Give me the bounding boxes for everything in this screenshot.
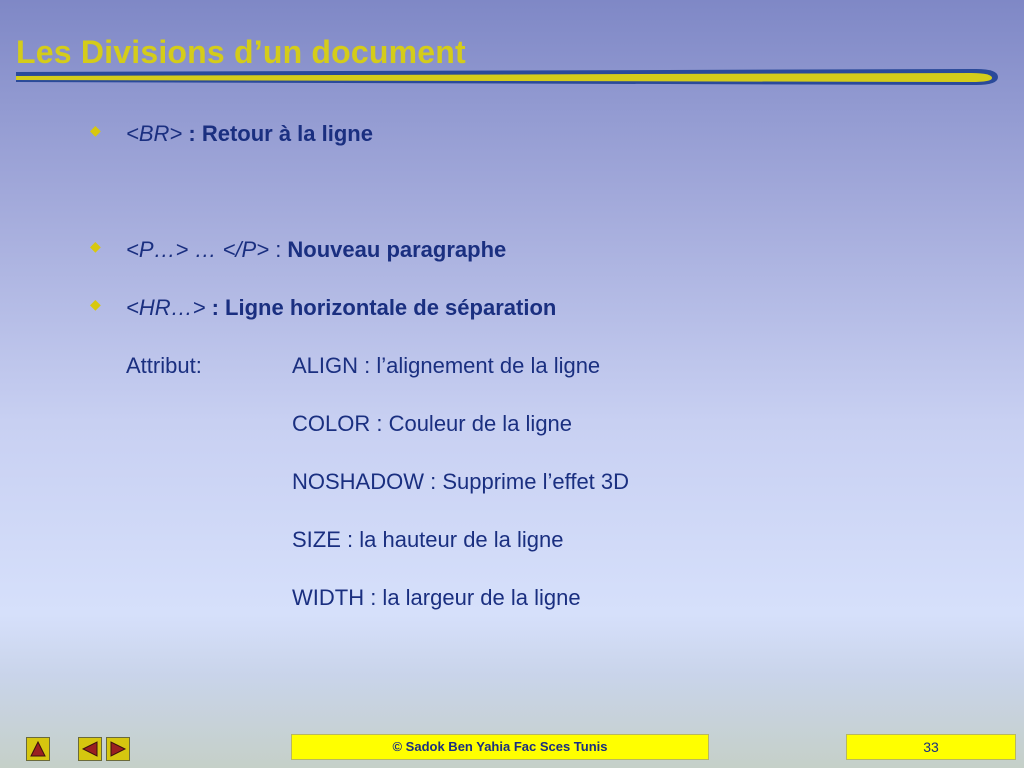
attribute-label: Attribut:: [126, 353, 202, 378]
next-slide-button[interactable]: [106, 737, 130, 761]
footer-copyright: © Sadok Ben Yahia Fac Sces Tunis: [291, 734, 709, 760]
tag-text: <P…> … </P>: [126, 237, 270, 262]
bullet-item-br: [126, 121, 373, 147]
tag-text: <BR>: [126, 121, 183, 146]
title-underline: [16, 68, 998, 86]
attribute-align: ALIGN : l’alignement de la ligne: [292, 353, 601, 378]
home-button[interactable]: [26, 737, 50, 761]
slide-title: Les Divisions d’un document: [16, 34, 466, 70]
page-number: 33: [846, 734, 1016, 760]
bullet-item-hr: [126, 295, 556, 321]
tag-text: <HR…>: [126, 295, 206, 320]
triangle-left-icon: [82, 741, 98, 757]
attribute-width: WIDTH : la largeur de la ligne: [292, 585, 581, 610]
bullet-item-p: <P…> … </P> : Nouveau paragraphe: [126, 237, 507, 262]
triangle-up-icon: [30, 741, 46, 757]
bullet-diamond-icon: ◆: [90, 238, 101, 254]
desc-text: : Ligne horizontale de séparation: [211, 295, 557, 320]
bullet-diamond-icon: ◆: [90, 296, 101, 312]
previous-slide-button[interactable]: [78, 737, 102, 761]
desc-text: : Retour à la ligne: [188, 121, 373, 146]
bullet-diamond-icon: ◆: [90, 122, 101, 138]
attribute-noshadow: NOSHADOW : Supprime l’effet 3D: [292, 469, 630, 494]
attribute-color: COLOR : Couleur de la ligne: [292, 411, 573, 436]
attribute-size: SIZE : la hauteur de la ligne: [292, 527, 564, 552]
triangle-right-icon: [110, 741, 126, 757]
desc-text: Nouveau paragraphe: [287, 237, 507, 262]
